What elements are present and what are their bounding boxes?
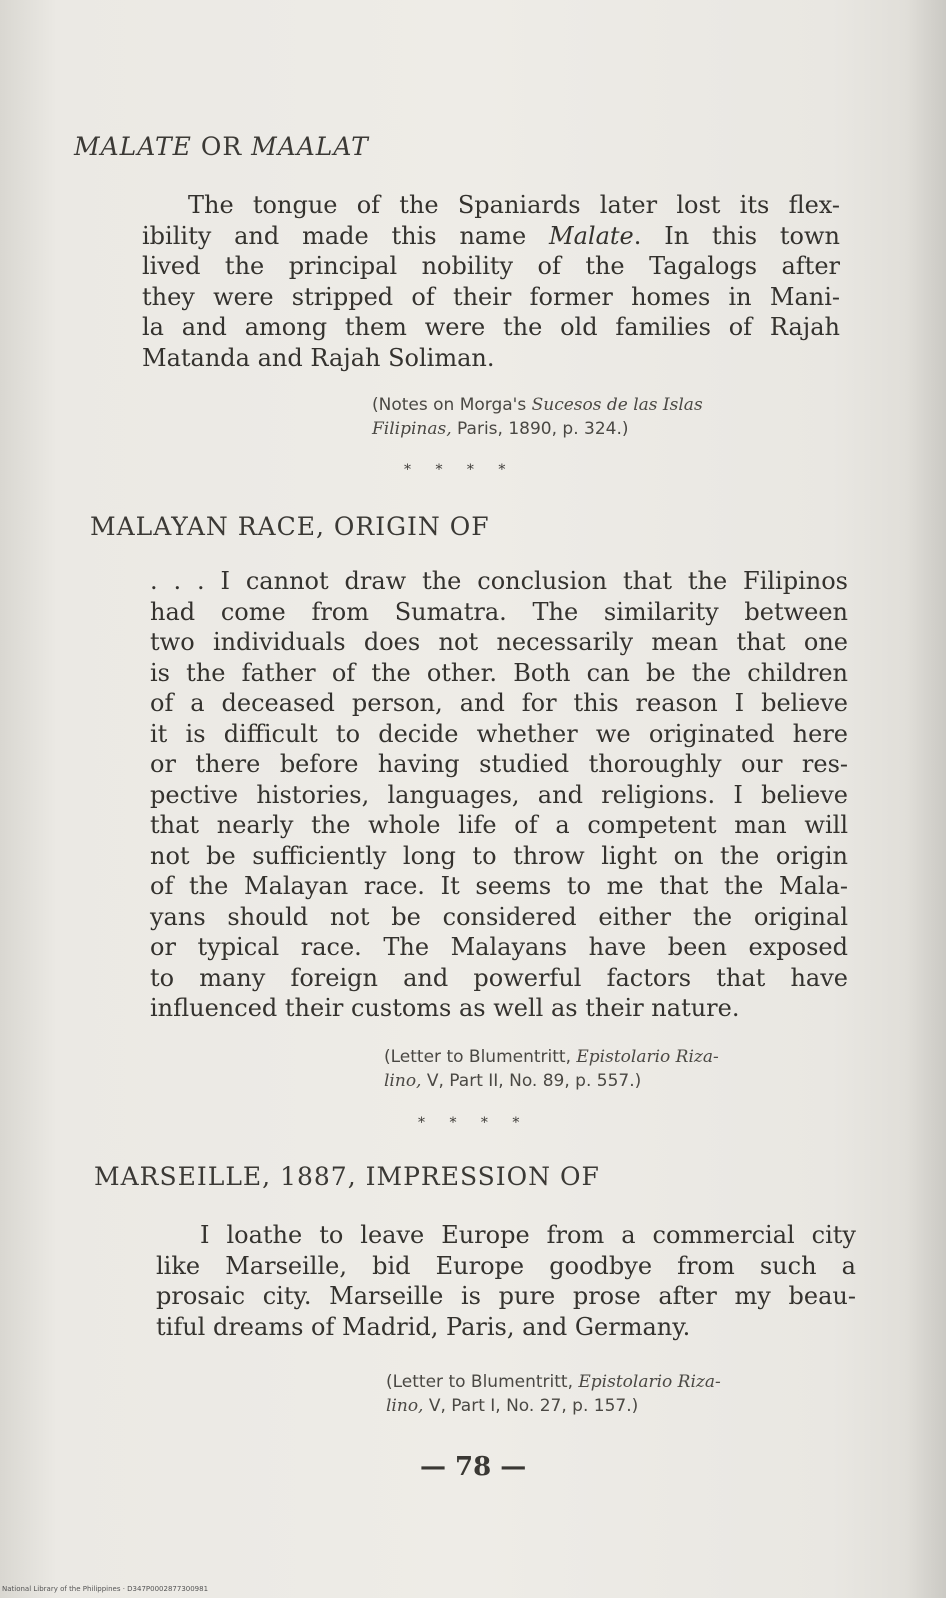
text-line: that nearly the whole life of a competent man will (150, 811, 848, 839)
entry-heading-malayan-race: MALAYAN RACE, ORIGIN OF (90, 512, 490, 541)
text-line: pective histories, languages, and religions. I believe (150, 780, 848, 809)
text-line: I loathe to leave Europe from a commercial city (200, 1221, 856, 1249)
text-line: Matanda and Rajah Soliman. (142, 343, 495, 372)
section-separator: * * * * (404, 462, 516, 478)
text-line: la and among them were the old families of Rajah (142, 313, 840, 341)
text-line: ibility and made this name Malate. In this town (142, 221, 841, 250)
text-line: of the Malayan race. It seems to me that the Mala- (150, 872, 848, 900)
text-line: . . . I cannot draw the conclusion that the Filipinos (150, 567, 848, 595)
text-line: lived the principal nobility of the Tagalogs after (142, 252, 840, 280)
text-line: it is difficult to decide whether we originated here (150, 719, 848, 748)
text-line: or there before having studied thoroughly our res- (150, 750, 848, 778)
citation-marseille: (Letter to Blumentritt, Epistolario Riza- lino, V, Part I, No. 27, p. 157.) (386, 1372, 721, 1416)
section-separator: * * * * (418, 1115, 530, 1131)
entry-heading-marseille: MARSEILLE, 1887, IMPRESSION OF (94, 1162, 600, 1191)
text-line: The tongue of the Spaniards later lost its flex- (188, 191, 840, 219)
text-line: like Marseille, bid Europe goodbye from such a (156, 1251, 856, 1280)
scan-footer-note: National Library of the Philippines · D347P0002877300981 (2, 1585, 209, 1593)
text-line: prosaic city. Marseille is pure prose after my beau- (156, 1282, 856, 1310)
text-line: to many foreign and powerful factors that have (150, 963, 848, 992)
text-line: is the father of the other. Both can be the children (150, 658, 848, 687)
text-line: tiful dreams of Madrid, Paris, and Germany. (156, 1312, 691, 1341)
page-edge-shadow (906, 0, 946, 1598)
text-line: or typical race. The Malayans have been exposed (150, 933, 848, 961)
citation-malate: (Notes on Morga's Sucesos de las Islas Filipinas, Paris, 1890, p. 324.) (372, 395, 703, 439)
text-line: they were stripped of their former homes in Mani- (142, 282, 840, 311)
text-line: yans should not be considered either the original (150, 902, 848, 931)
entry-text-malayan-race (150, 566, 848, 1024)
text-line: not be sufficiently long to throw light on the origin (150, 841, 848, 870)
entry-text-malate (142, 190, 840, 373)
citation-malayan-race: (Letter to Blumentritt, Epistolario Riza- lino, V, Part II, No. 89, p. 557.) (384, 1047, 719, 1091)
text-line: had come from Sumatra. The similarity between (150, 597, 848, 626)
entry-heading-malate: MALATE OR MAALAT (74, 132, 369, 161)
text-line: two individuals does not necessarily mean that one (150, 628, 848, 656)
text-line: of a deceased person, and for this reason I believe (150, 689, 848, 717)
page-number: — 78 — (420, 1452, 527, 1482)
text-line: influenced their customs as well as their nature. (150, 994, 740, 1022)
entry-text-marseille (156, 1220, 856, 1342)
